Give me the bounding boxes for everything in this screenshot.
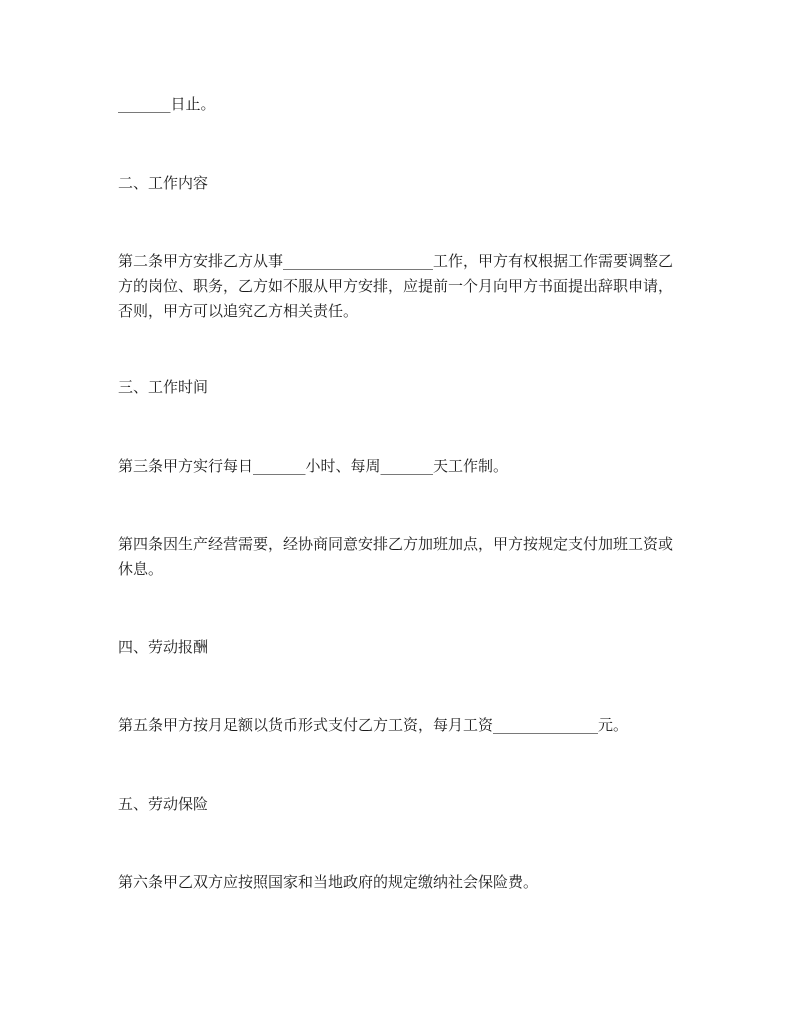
section-heading-insurance: 五、劳动保险 [118,795,209,813]
paragraph-article-4: 第四条因生产经营需要，经协商同意安排乙方加班加点，甲方按规定支付加班工资或休息。 [118,535,674,578]
paragraph-end-date: _______日止。 [118,95,216,113]
paragraph-article-2: 第二条甲方安排乙方从事____________________工作，甲方有权根据工作需要调整乙方的岗位、职务，乙方如不服从甲方安排，应提前一个月向甲方书面提出辞职申请，否则，甲方可以追究乙方相关责任。 [118,252,674,320]
paragraph-article-5: 第五条甲方按月足额以货币形式支付乙方工资，每月工资______________元。 [118,716,629,734]
section-heading-remuneration: 四、劳动报酬 [118,638,209,656]
section-heading-work-hours: 三、工作时间 [118,378,209,396]
section-heading-work-content: 二、工作内容 [118,174,209,192]
paragraph-article-3: 第三条甲方实行每日_______小时、每周_______天工作制。 [118,457,509,475]
paragraph-article-6: 第六条甲乙双方应按照国家和当地政府的规定缴纳社会保险费。 [118,873,539,891]
